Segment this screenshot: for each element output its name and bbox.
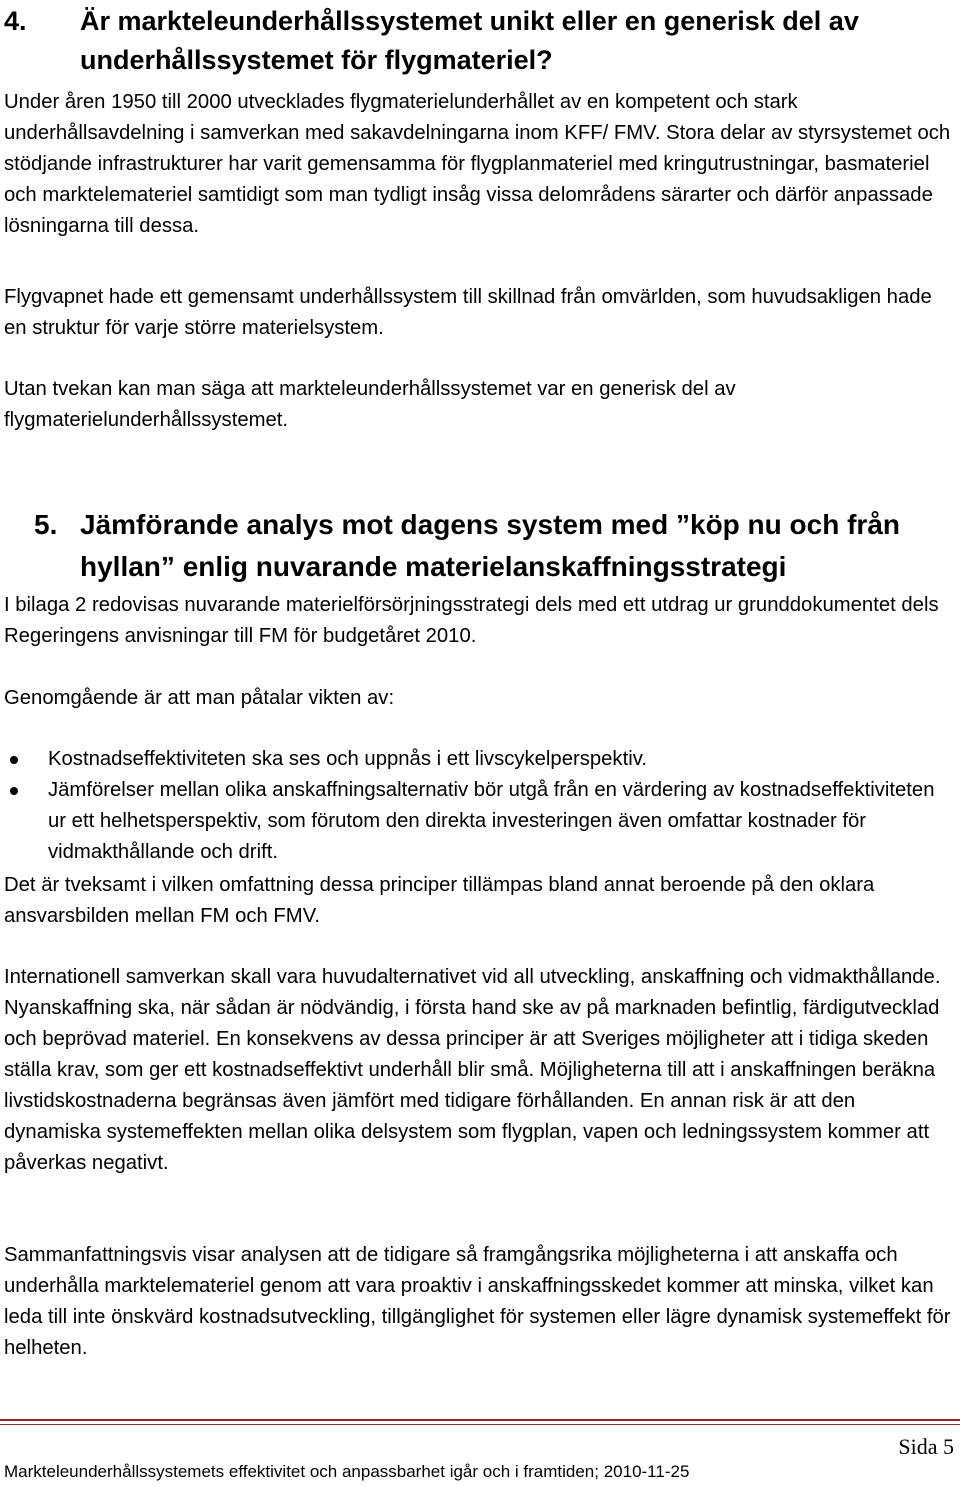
section-4-paragraph-2: Flygvapnet hade ett gemensamt underhållssystem till skillnad från omvärlden, som huvudsakligen hade en struktur för varje större materielsystem. <box>4 286 932 339</box>
section-4-number: 4. <box>4 6 27 36</box>
section-4-title-line1: Är markteleunderhållssystemet unikt eller en generisk del av <box>80 6 859 36</box>
section-5-paragraph-5: Sammanfattningsvis visar analysen att de tidigare så framgångsrika möjligheterna i att anskaffa och underhålla marktelemateriel genom att vara proaktiv i anskaffningsskedet kommer att minska, vilket kan leda till inte önskvärd kostnadsutveckling, tillgänglighet för systemen eller lägre dynamisk systemeffekt för helheten. <box>4 1244 951 1359</box>
list-item-text: Jämförelser mellan olika anskaffningsalternativ bör utgå från en värdering av kostnadseffektiviteten ur ett helhetsperspektiv, som förutom den direkta investeringen även omfattar kostnader för vidmakthållande och drift. <box>48 779 935 863</box>
section-5-number: 5. <box>34 509 58 540</box>
section-4-paragraph-1: Under åren 1950 till 2000 utvecklades flygmaterielunderhållet av en kompetent och stark underhållsavdelning i samverkan med sakavdelningarna inom KFF/ FMV. Stora delar av styrsystemet och stödjande infrastrukturer har varit gemensamma för flygplanmateriel med kringutrustningar, basmateriel och marktelemateriel samtidigt som man tydligt insåg vissa delområdens särarter och därför anpassade lösningarna till dessa. <box>4 91 951 237</box>
bullet-icon <box>10 787 18 795</box>
section-5-paragraph-4: Internationell samverkan skall vara huvudalternativet vid all utveckling, anskaffning och vidmakthållande. Nyanskaffning ska, när sådan är nödvändig, i första hand ske av på marknaden befintlig, färdigutvecklad och beprövad materiel. En konsekvens av dessa principer är att Sveriges möjligheter att i tidiga skeden ställa krav, som ger ett kostnadseffektivt underhåll blir små. Möjligheterna till att i anskaffningen beräkna livstidskostnaderna begränsas även jämfört med tidigare förhållanden. En annan risk är att den dynamiska systemeffekten mellan olika delsystem som flygplan, vapen och ledningssystem kommer att påverkas negativt. <box>4 966 941 1174</box>
footer-rule-thin <box>0 1424 960 1425</box>
section-4-title-line2: underhållssystemet för flygmateriel? <box>80 45 553 75</box>
list-item-text: Kostnadseffektiviteten ska ses och uppnås i ett livscykelperspektiv. <box>48 748 647 770</box>
section-4-heading <box>4 2 954 80</box>
section-5-paragraph-3: Det är tveksamt i vilken omfattning dessa principer tillämpas bland annat beroende på den oklara ansvarsbilden mellan FM och FMV. <box>4 874 875 927</box>
section-5-title-line2: hyllan” enlig nuvarande materielanskaffningsstrategi <box>80 551 787 582</box>
section-5-title-line1: Jämförande analys mot dagens system med ”köp nu och från <box>80 509 900 540</box>
section-4-paragraph-3: Utan tvekan kan man säga att markteleunderhållssystemet var en generisk del av flygmaterielunderhållssystemet. <box>4 378 736 431</box>
bullet-list <box>4 744 954 868</box>
section-5-heading <box>34 504 954 588</box>
bullet-icon <box>10 756 18 764</box>
footer-text: Markteleunderhållssystemets effektivitet och anpassbarhet igår och i framtiden; 2010-11-25 <box>4 1462 690 1481</box>
list-item <box>4 744 954 775</box>
section-5-paragraph-2: Genomgående är att man påtalar vikten av: <box>4 687 395 709</box>
footer-rule-thick <box>0 1419 960 1421</box>
list-item <box>4 775 954 868</box>
page-number: Sida 5 <box>898 1434 954 1459</box>
section-5-paragraph-1: I bilaga 2 redovisas nuvarande materielförsörjningsstrategi dels med ett utdrag ur grunddokumentet dels Regeringens anvisningar till FM för budgetåret 2010. <box>4 594 939 647</box>
